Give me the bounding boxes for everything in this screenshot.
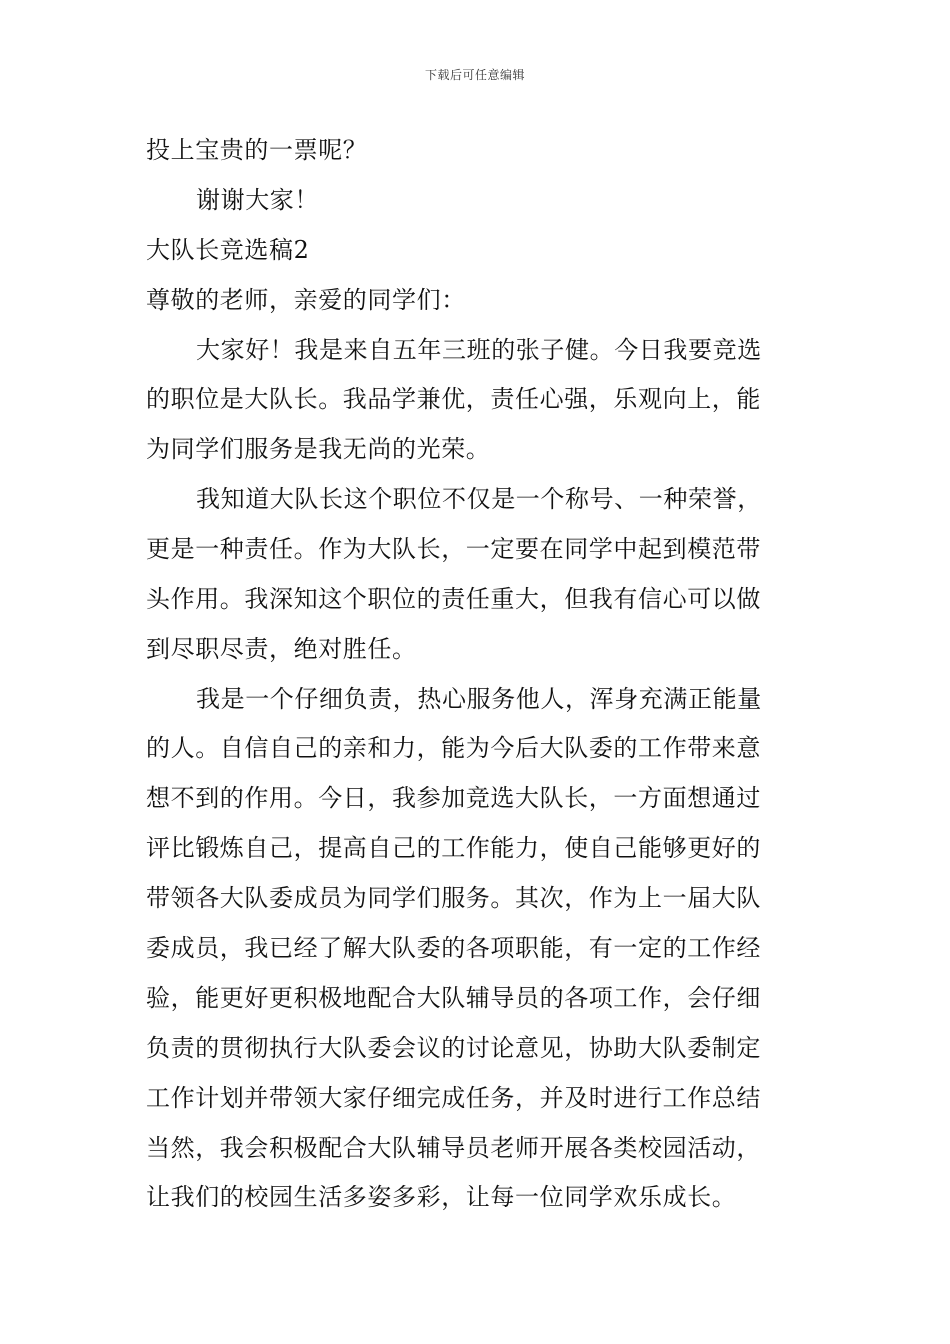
text-line: 到尽职尽责，绝对胜任。 bbox=[146, 635, 417, 663]
text-line: 评比锻炼自己，提高自己的工作能力，使自己能够更好的 bbox=[146, 834, 761, 862]
text-line: 头作用。我深知这个职位的责任重大，但我有信心可以做 bbox=[146, 585, 761, 613]
text-line: 的职位是大队长。我品学兼优，责任心强，乐观向上，能 bbox=[146, 385, 761, 413]
text-line: 当然，我会积极配合大队辅导员老师开展各类校园活动， bbox=[146, 1134, 761, 1162]
text-line: 投上宝贵的一票呢？ bbox=[146, 136, 368, 164]
salutation: 尊敬的老师，亲爱的同学们： bbox=[146, 286, 466, 314]
page-header: 下载后可任意编辑 bbox=[424, 68, 525, 82]
text-line: 负责的贯彻执行大队委会议的讨论意见，协助大队委制定 bbox=[146, 1034, 761, 1062]
text-line: 验，能更好更积极地配合大队辅导员的各项工作，会仔细 bbox=[146, 984, 761, 1012]
text-line: 工作计划并带领大家仔细完成任务，并及时进行工作总结 bbox=[146, 1084, 761, 1112]
text-line: 的人。自信自己的亲和力，能为今后大队委的工作带来意 bbox=[146, 734, 761, 762]
text-line: 让我们的校园生活多姿多彩，让每一位同学欢乐成长。 bbox=[146, 1183, 737, 1211]
text-line: 我知道大队长这个职位不仅是一个称号、一种荣誉， bbox=[196, 485, 762, 513]
text-line: 带领各大队委成员为同学们服务。其次，作为上一届大队 bbox=[146, 884, 761, 912]
text-line: 委成员，我已经了解大队委的各项职能，有一定的工作经 bbox=[146, 934, 761, 962]
text-line: 谢谢大家！ bbox=[196, 186, 319, 214]
text-line: 大家好！我是来自五年三班的张子健。今日我要竞选 bbox=[196, 336, 762, 364]
text-line: 我是一个仔细负责，热心服务他人，浑身充满正能量 bbox=[196, 685, 762, 713]
text-line: 想不到的作用。今日，我参加竞选大队长，一方面想通过 bbox=[146, 784, 761, 812]
text-line: 更是一种责任。作为大队长，一定要在同学中起到模范带 bbox=[146, 535, 761, 563]
text-line: 为同学们服务是我无尚的光荣。 bbox=[146, 435, 491, 463]
section-title: 大队长竞选稿2 bbox=[146, 236, 310, 264]
